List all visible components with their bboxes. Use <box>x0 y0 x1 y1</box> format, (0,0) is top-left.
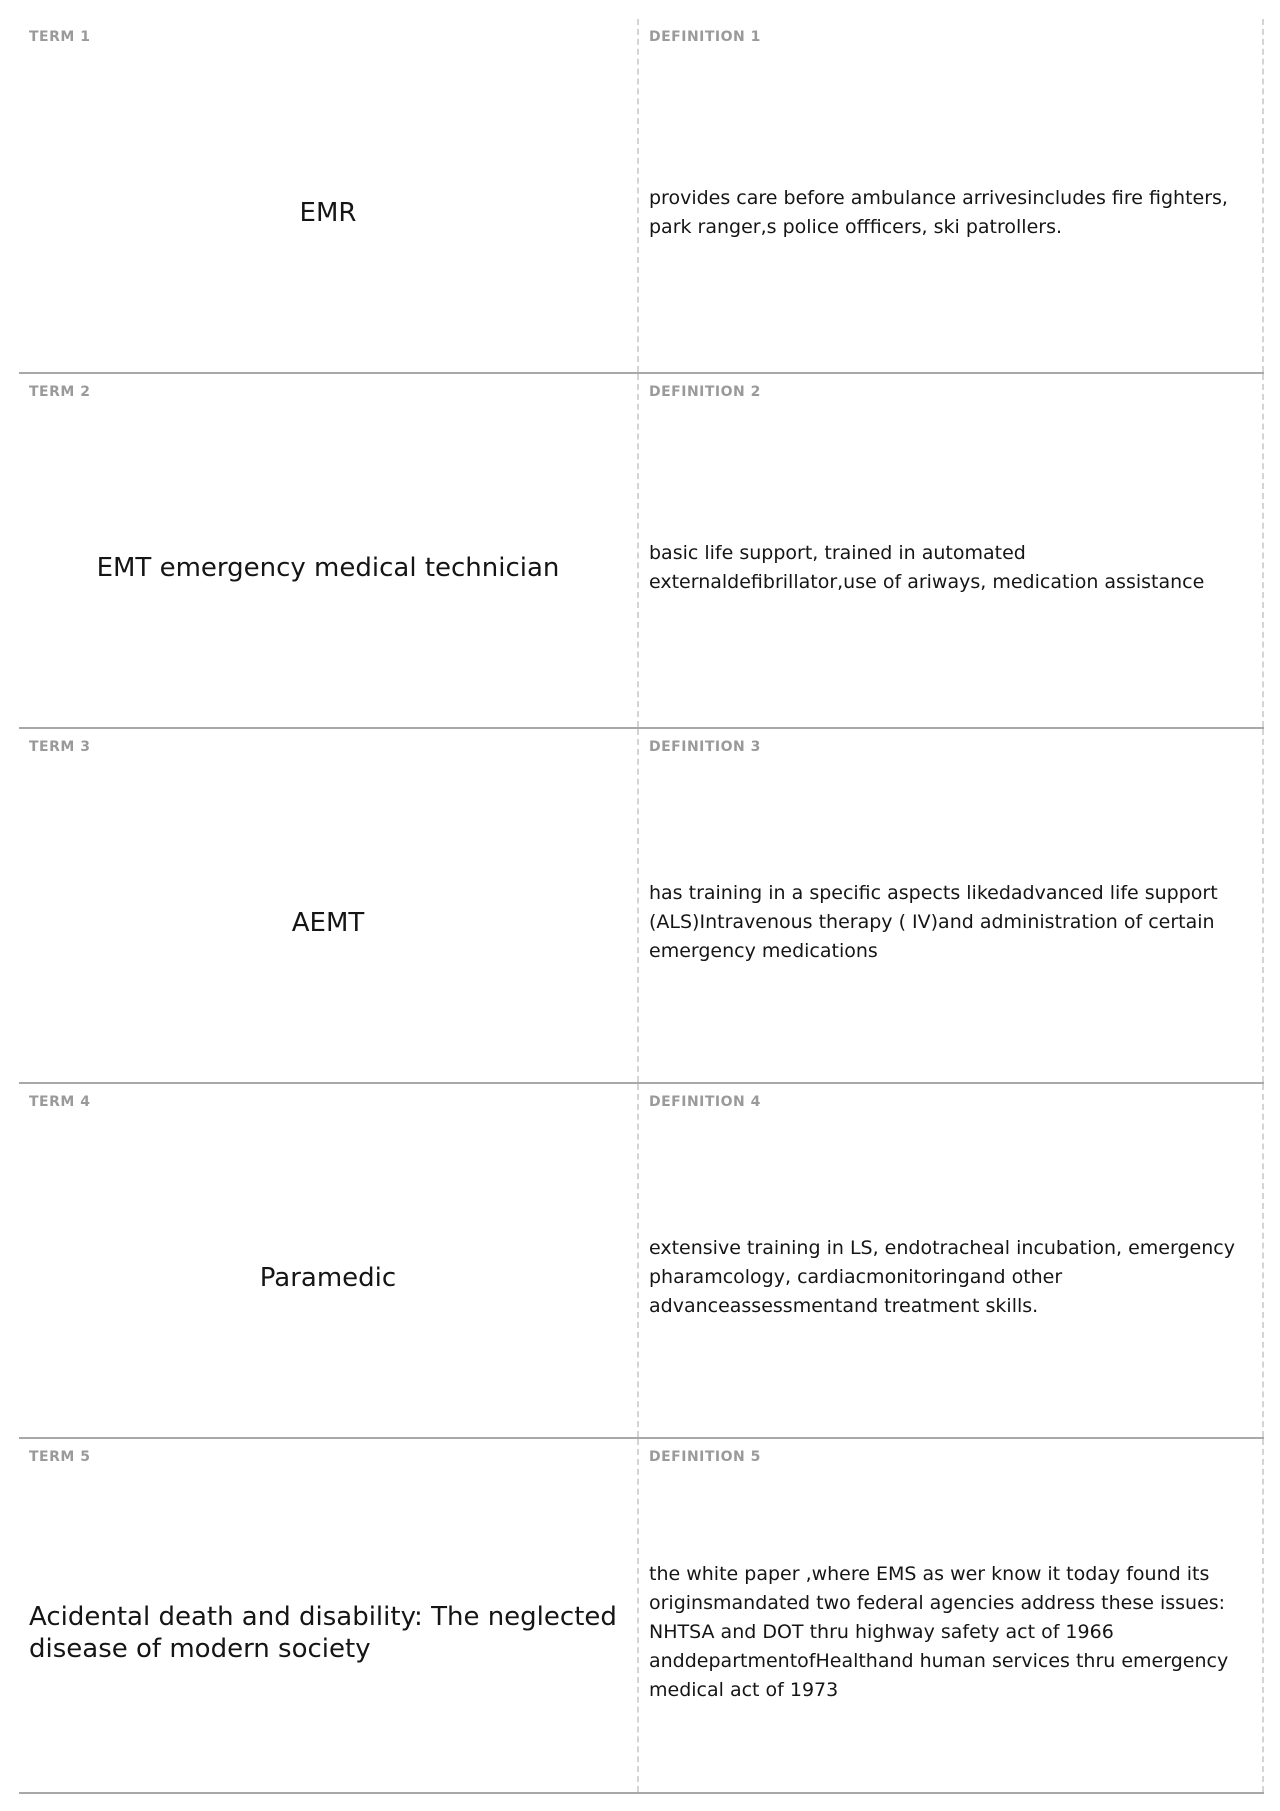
definition-text <box>649 1126 1254 1429</box>
term-cell <box>19 729 639 1082</box>
definition-text <box>649 1481 1254 1784</box>
definition-cell <box>639 729 1264 1082</box>
flashcard-row-3 <box>19 729 1264 1084</box>
definition-label: DEFINITION 3 <box>649 739 761 755</box>
definition-text <box>649 61 1254 364</box>
term-value: Paramedic <box>259 1262 397 1293</box>
definition-value: basic life support, trained in automated externaldefibrillator,use of ariways, medication assistance <box>649 541 1205 593</box>
term-cell <box>19 1439 639 1792</box>
definition-label: DEFINITION 1 <box>649 29 761 45</box>
flashcard-row-5 <box>19 1439 1264 1794</box>
term-text <box>29 61 627 364</box>
flashcard-row-2 <box>19 374 1264 729</box>
term-cell <box>19 374 639 727</box>
definition-label: DEFINITION 5 <box>649 1449 761 1465</box>
definition-value: provides care before ambulance arrivesincludes fire fighters, park ranger,s police offficers, ski patrollers. <box>649 186 1228 238</box>
term-label: TERM 5 <box>29 1449 91 1465</box>
term-text <box>29 1481 627 1784</box>
definition-cell <box>639 374 1264 727</box>
definition-cell <box>639 19 1264 372</box>
term-label: TERM 1 <box>29 29 91 45</box>
term-text <box>29 1126 627 1429</box>
term-cell <box>19 1084 639 1437</box>
term-value: EMR <box>299 197 357 228</box>
definition-text <box>649 416 1254 719</box>
flashcard-row-4 <box>19 1084 1264 1439</box>
term-text <box>29 416 627 719</box>
term-cell <box>19 19 639 372</box>
flashcard-row-1 <box>19 19 1264 374</box>
term-value: AEMT <box>291 907 365 938</box>
definition-label: DEFINITION 2 <box>649 384 761 400</box>
definition-value: has training in a specific aspects likedadvanced life support (ALS)Intravenous therapy ( IV)and administration of certain emergency medications <box>649 882 1218 962</box>
definition-text <box>649 771 1254 1074</box>
term-label: TERM 2 <box>29 384 91 400</box>
term-value: Acidental death and disability: The neglected disease of modern society <box>29 1601 617 1664</box>
definition-cell <box>639 1439 1264 1792</box>
definition-label: DEFINITION 4 <box>649 1094 761 1110</box>
definition-cell <box>639 1084 1264 1437</box>
definition-value: the white paper ,where EMS as wer know it today found its originsmandated two federal agencies address these issues: NHTSA and DOT thru highway safety act of 1966 anddepartmentofHealthand human services thru emergency medical act of 1973 <box>649 1563 1229 1701</box>
term-label: TERM 3 <box>29 739 91 755</box>
definition-value: extensive training in LS, endotracheal incubation, emergency pharamcology, cardiacmonitoringand other advanceassessmentand treatment skills. <box>649 1237 1235 1317</box>
flashcard-sheet <box>19 19 1264 1794</box>
term-text <box>29 771 627 1074</box>
term-value: EMT emergency medical technician <box>96 552 560 583</box>
term-label: TERM 4 <box>29 1094 91 1110</box>
